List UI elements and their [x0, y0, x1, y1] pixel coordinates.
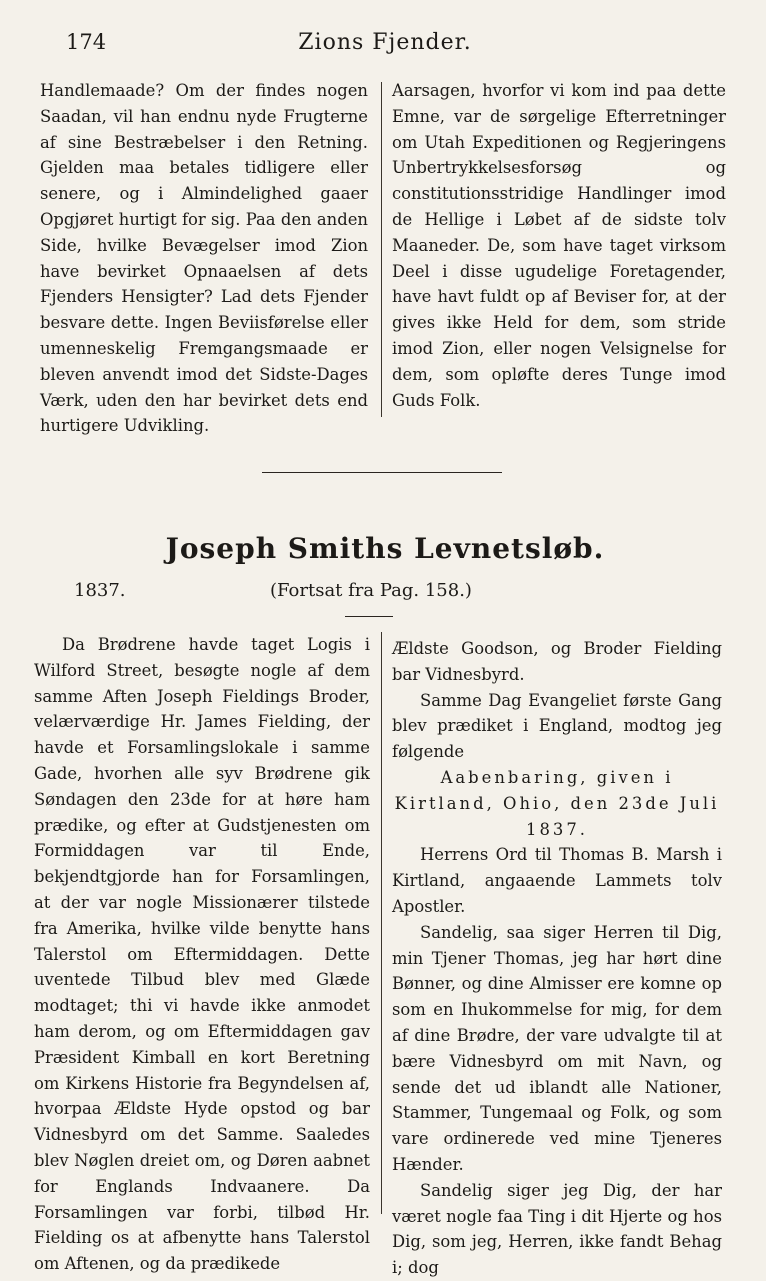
column-divider-top [381, 82, 382, 417]
page-number: 174 [66, 30, 107, 54]
page-header [60, 30, 710, 64]
article-title: Joseph Smiths Levnetsløb. [165, 532, 605, 565]
article-right-paragraph-5: Sandelig siger jeg Dig, der har været nogle faa Ting i dit Hjerte og hos Dig, som jeg, Herren, ikke fandt Behag i; dog [392, 1180, 722, 1278]
revelation-heading: Aabenbaring, given i Kirtland, Ohio, den 23de Juli [394, 767, 720, 813]
article-right-paragraph-1: Ældste Goodson, og Broder Fielding bar Vidnesbyrd. [392, 639, 722, 684]
section-divider [262, 472, 502, 473]
article-right-paragraph-4: Sandelig, saa siger Herren til Dig, min Tjener Thomas, jeg har hørt dine Bønner, og dine Almisser ere komne op som en Ihukommelse for mig, for dem af dine Brødre, der vare udvalgte til at bære Vidnesbyrd om mit Navn, og sende det ud iblandt alle Nationer, Stammer, Tungemaal og Folk, og som vare ordinerede ved mine Tjeneres Hænder. [392, 922, 722, 1174]
title-underline [345, 616, 393, 617]
top-left-paragraph: Handlemaade? Om der findes nogen Saadan, vil han endnu nyde Frugterne af sine Bestræbelser i den Retning. Gjelden maa betales tidligere eller senere, og i Almindelighed gaaer Opgjøret hurtigt for sig. Paa den anden Side, hvilke Bevægelser imod Zion have bevirket Opnaaelsen af dets Fjenders Hensigter? Lad dets Fjender besvare dette. Ingen Beviisførelse eller umenneskelig Fremgangsmaade er bleven anvendt imod det Sidste-Dages Værk, uden den har bevirket dets end hurtigere Udvikling. [40, 81, 368, 436]
continued-note: (Fortsat fra Pag. 158.) [270, 580, 472, 601]
article-left-paragraph: Da Brødrene havde taget Logis i Wilford Street, besøgte nogle af dem samme Aften Joseph Fieldings Broder, velærværdige Hr. James Fielding, der havde et Forsamlingslokale i samme Gade, hvorhen alle syv Brødrene gik Søndagen den 23de for at høre ham prædike, og efter at Gudstjenesten om Formiddagen var til Ende, bekjendtgjorde han for Forsamlingen, at der var nogle Missionærer tilstede fra Amerika, hvilke vilde benytte hans Talerstol om Eftermiddagen. Dette uventede Tilbud blev med Glæde modtaget; thi vi havde ikke anmodet ham derom, og om Eftermiddagen gav Præsident Kimball en kort Beretning om Kirkens Historie fra Begyndelsen af, hvorpaa Ældste Hyde opstod og bar Vidnesbyrd om det Samme. Saaledes blev Nøglen dreiet om, og Døren aabnet for Englands Indvaanere. Da Forsamlingen var forbi, tilbød Hr. Fielding os at afbenytte hans Talerstol om Aftenen, og da prædikede [34, 635, 370, 1274]
revelation-year: 1837. [526, 819, 588, 839]
running-title: Zions Fjender. [298, 30, 472, 55]
article-year: 1837. [74, 580, 126, 601]
top-left-column [40, 78, 368, 439]
top-right-paragraph: Aarsagen, hvorfor vi kom ind paa dette Emne, var de sørgelige Efterretninger om Utah Expeditionen og Regjeringens Unbertrykkelsesforsøg og constitutionsstridige Handlinger imod de Hellige i Løbet af de sidste tolv Maaneder. De, som have taget virksom Deel i disse ugudelige Foretagender, have havt fuldt op af Beviser for, at der gives ikke Held for dem, som stride imod Zion, eller nogen Velsignelse for dem, som opløfte deres Tunge imod Guds Folk. [392, 81, 726, 410]
article-right-paragraph-3: Herrens Ord til Thomas B. Marsh i Kirtland, angaaende Lammets tolv Apostler. [392, 845, 722, 916]
column-divider-bottom [381, 632, 382, 1214]
article-right-paragraph-2: Samme Dag Evangeliet første Gang blev prædiket i England, modtog jeg følgende [392, 690, 722, 762]
top-right-column [392, 78, 726, 413]
article-right-column [392, 636, 722, 1281]
article-left-column [34, 632, 370, 1277]
